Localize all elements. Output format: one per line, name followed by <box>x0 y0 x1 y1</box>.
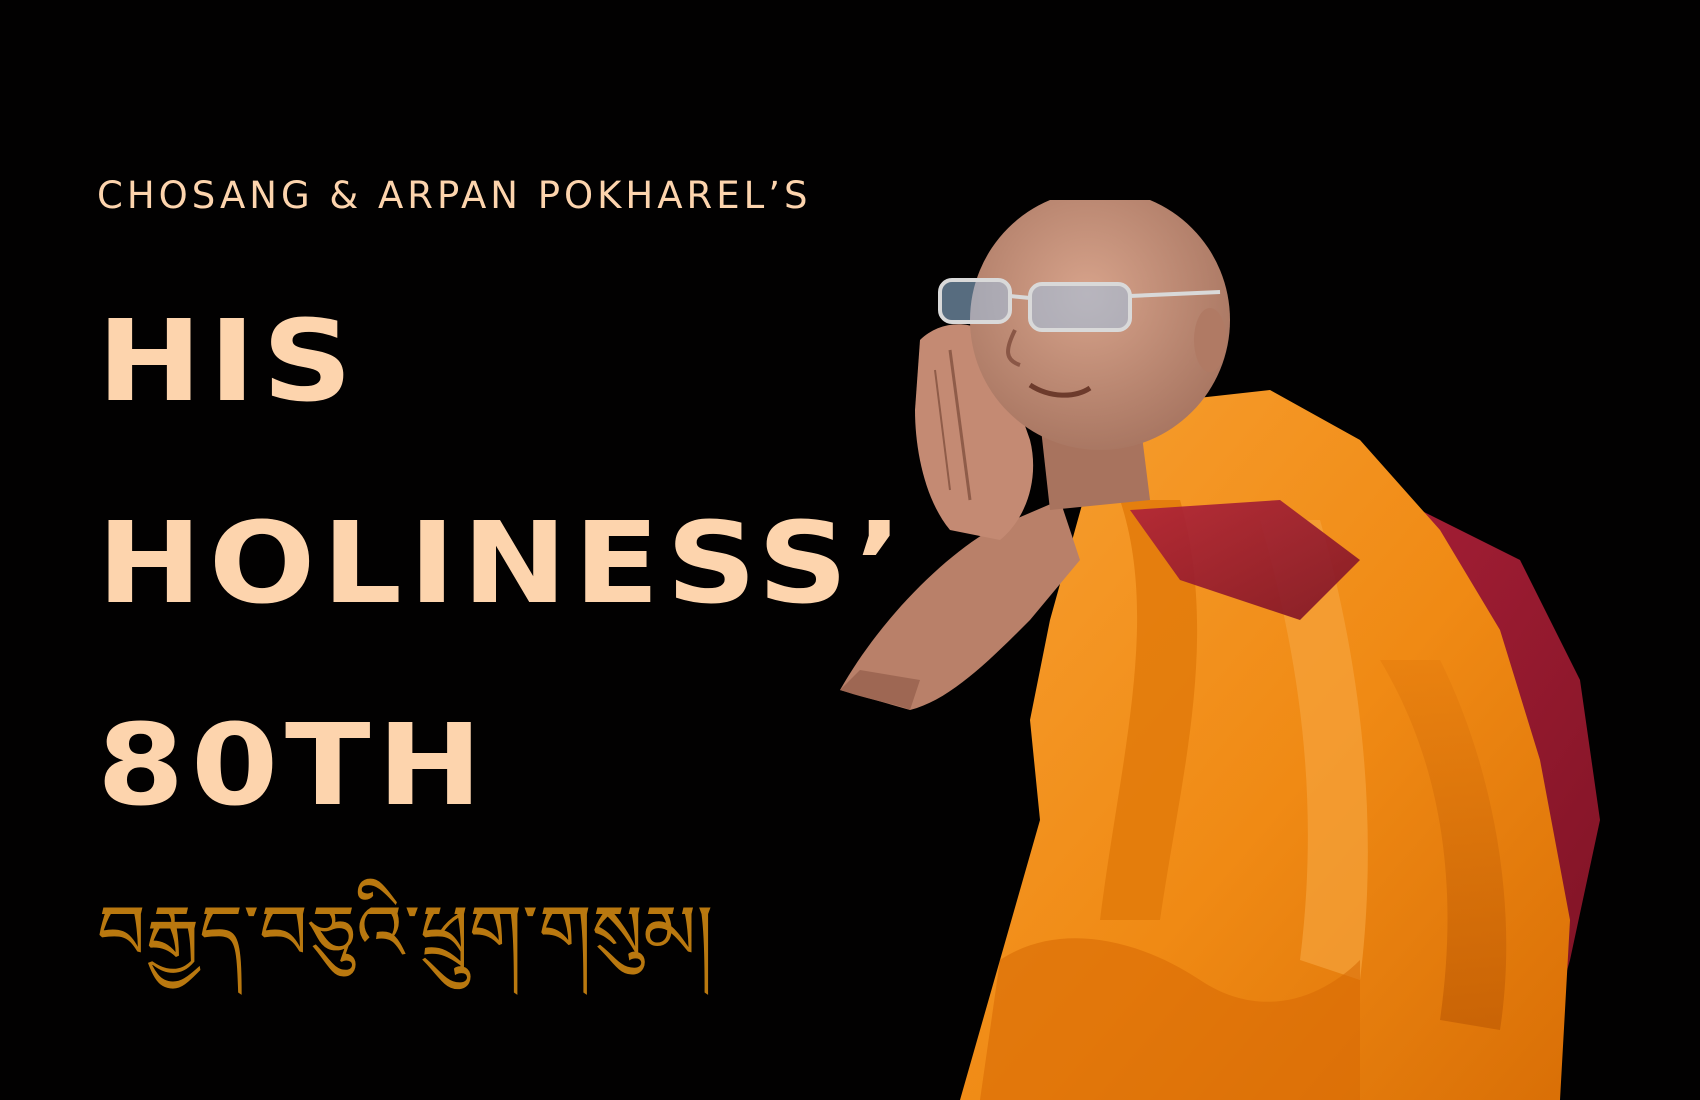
author-credit: CHOSANG & ARPAN POKHAREL’S <box>97 174 812 217</box>
title-line-1: HIS <box>97 297 360 427</box>
title-line-3: 80TH <box>97 701 489 831</box>
tibetan-subtitle: བརྒྱད་བཅུའི་ཕྲུག་གསུམ། <box>97 888 714 977</box>
monk-portrait-icon <box>800 200 1700 1100</box>
title-line-2: HOLINESS’ <box>97 499 910 629</box>
